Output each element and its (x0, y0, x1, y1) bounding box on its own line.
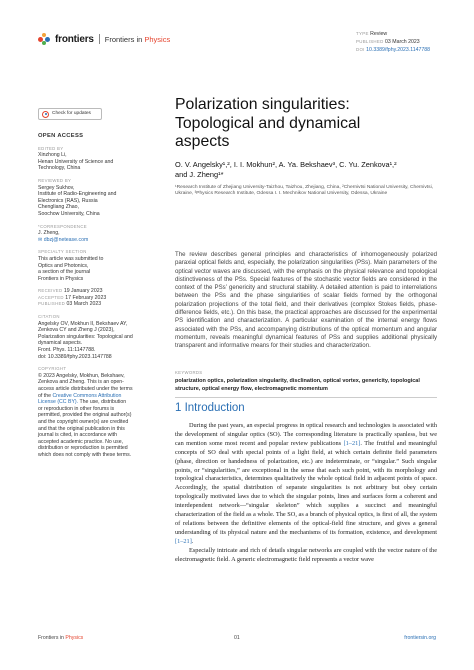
paragraph: Especially intricate and rich of details singular networks are coupled with the vector nature of the electromagnetic field. A generic electromagnetic field represents a vector wave (175, 546, 437, 563)
keywords-label: KEYWORDS (175, 370, 203, 375)
page-footer (38, 631, 436, 645)
cc-license-link[interactable]: Creative Commons Attribution (52, 392, 122, 399)
frontiers-logo-icon (38, 32, 52, 46)
abstract: The review describes general principles and characteristics of inhomogeneously polarized paraxial optical fields and, especially, the polarization singularities (PSs). Main parameters of the optical vector waves are discussed, with the emphasis on the physical relevance and topological distinctiveness of the PSs. Special features of the stochastic vector fields are considered in the context of the PSs’ genericity and structural stability. A detailed attention is paid to interrelations between the PSs and the phase singularities of scalar fields formed by the orthogonal polarization projections of the total field, and their derivatives (complex Stokes fields, phase-difference fields, etc.). On this base, the practical approaches are discussed for the experimental PS identification and characterization. A particular examination of the internal energy flows associated with the PSs, and accompanying distributions of the optical momentum and angular momentum, reveals meaningful dynamical features of PSs and supplies additional physically transparent and informative means for their studies and characterization. (175, 251, 437, 350)
affiliations: ¹Research Institute of Zhejiang University-Taizhou, Taizhou, Zhejiang, China, ²Chernivtsi National University, Chernivtsi, Ukraine, ³Physics Research Institute, Odessa I. I. Mechnikov National University, Odessa, Ukraine (175, 184, 434, 197)
article-title: Polarization singularities: Topological and dynamical aspects (175, 96, 361, 150)
footer-journal: Frontiers in Physics (38, 635, 84, 641)
citation-label: CITATION (38, 314, 60, 320)
article-meta: TYPE Review PUBLISHED 03 March 2023 DOI 10.3389/fphy.2023.1147788 (356, 31, 431, 54)
paragraph: During the past years, an especial progress in optical research and technologies is associated with the development of singular optics (SO). The corresponding literature is practically spanless, but we can mention some most recent and popular review publications [1–21]. The fruitful and meaningful concepts of SO deal with special points of a light field, at which certain definite field parameters (phase, direction or handedness of polarization, etc.) are indeterminate, or “singular.” Such singular points, or “singularities,” are exceptional in the sense that each such point, with its morphology and topological characteristics, determines qualitatively the whole optical field in adjacent points of space. Accordingly, the spatial distribution of separate singularities is not arbitrary but obey certain topologically motivated laws due to which the singular points, lines and surfaces form a coherent and interdependent network—“singular skeleton” which supplies a succinct and meaningful characterization of the field as a whole. The SO, as a branch of physical optics, is first of all, the system of relations between the definitive elements of the optical-field fine structure, and gives a general understanding of its physical nature and the mechanisms of its formation, existence, and development [1–21]. (175, 422, 437, 545)
site-link[interactable]: frontiersin.org (404, 635, 436, 641)
introduction-text (175, 422, 437, 565)
specialty-section-label: SPECIALTY SECTION (38, 249, 87, 255)
frontiers-logo[interactable] (38, 32, 170, 46)
keywords: polarization optics, polarization singularity, disclination, optical vortex, genericity, topological structure, optical energy flow, electromagnetic momentum (175, 378, 420, 392)
journal-name: Frontiers in Physics (104, 34, 171, 44)
page-header (38, 28, 436, 64)
copyright-label: COPYRIGHT (38, 366, 67, 372)
sidebar: Check for updates OPEN ACCESS EDITED BY Xinzhong Li, Henan University of Science and Technology, China REVIEWED BY Sergey Sukhov, Institute of Radio-Engineering and Electronics (RAS), Russia Chengliang Zhao, Soochow University, China *CORRESPONDENCE J. Zheng, ✉ dbzj@netease.com SPECIALTY SECTION This article was submitted to Optics and Photonics, a section of the journal Frontiers in Physics RECEIVED 19 January 2023 ACCEPTED 17 February 2023 PUBLISHED 03 March 2023 CITATION Angelsky OV, Mokhun II, Bekshaev AY, Zenkova CY and Zheng J (2023), Polarization singularities: Topological and dynamical aspects. Front. Phys. 11:1147788. doi: 10.3389/fphy.2023.1147788 COPYRIGHT © 2023 Angelsky, Mokhun, Bekshaev, Zenkova and Zheng. This is an open- access article distributed under the terms of the Creative Commons Attribution License (CC BY). The use, distribution or reproduction in other forums is permitted, provided the original author(s) and the copyright owner(s) are credited and that the original publication in this journal is cited, in accordance with accepted academic practice. No use, distribution or reproduction is permitted which does not comply with these terms. (38, 108, 153, 459)
brand-name: frontiers (55, 33, 94, 45)
check-for-updates-button[interactable]: Check for updates (38, 108, 102, 120)
check-updates-icon (42, 111, 49, 118)
citation-link[interactable]: [1–21] (175, 537, 192, 545)
divider (175, 397, 437, 398)
cc-license-link-2[interactable]: License (CC BY). (38, 399, 79, 406)
open-access-label: OPEN ACCESS (38, 133, 84, 139)
dates-block: RECEIVED 19 January 2023 ACCEPTED 17 February 2023 PUBLISHED 03 March 2023 (38, 288, 107, 308)
title-block (175, 96, 437, 198)
reviewed-by-label: REVIEWED BY (38, 177, 72, 183)
page-number: 01 (234, 635, 240, 641)
brand-separator (99, 34, 100, 44)
author-list: O. V. Angelsky¹,², I. I. Mokhun², A. Ya. Bekshaev³, C. Yu. Zenkova¹,² and J. Zheng¹* (175, 159, 397, 179)
email-link[interactable]: ✉ dbzj@netease.com (38, 236, 89, 243)
citation-link[interactable]: [1–21] (343, 439, 361, 447)
doi-link[interactable]: 10.3389/fphy.2023.1147788 (366, 47, 431, 54)
section-heading-introduction: 1 Introduction (175, 402, 245, 414)
edited-by-label: EDITED BY (38, 145, 64, 151)
correspondence-label: *CORRESPONDENCE (38, 223, 87, 229)
